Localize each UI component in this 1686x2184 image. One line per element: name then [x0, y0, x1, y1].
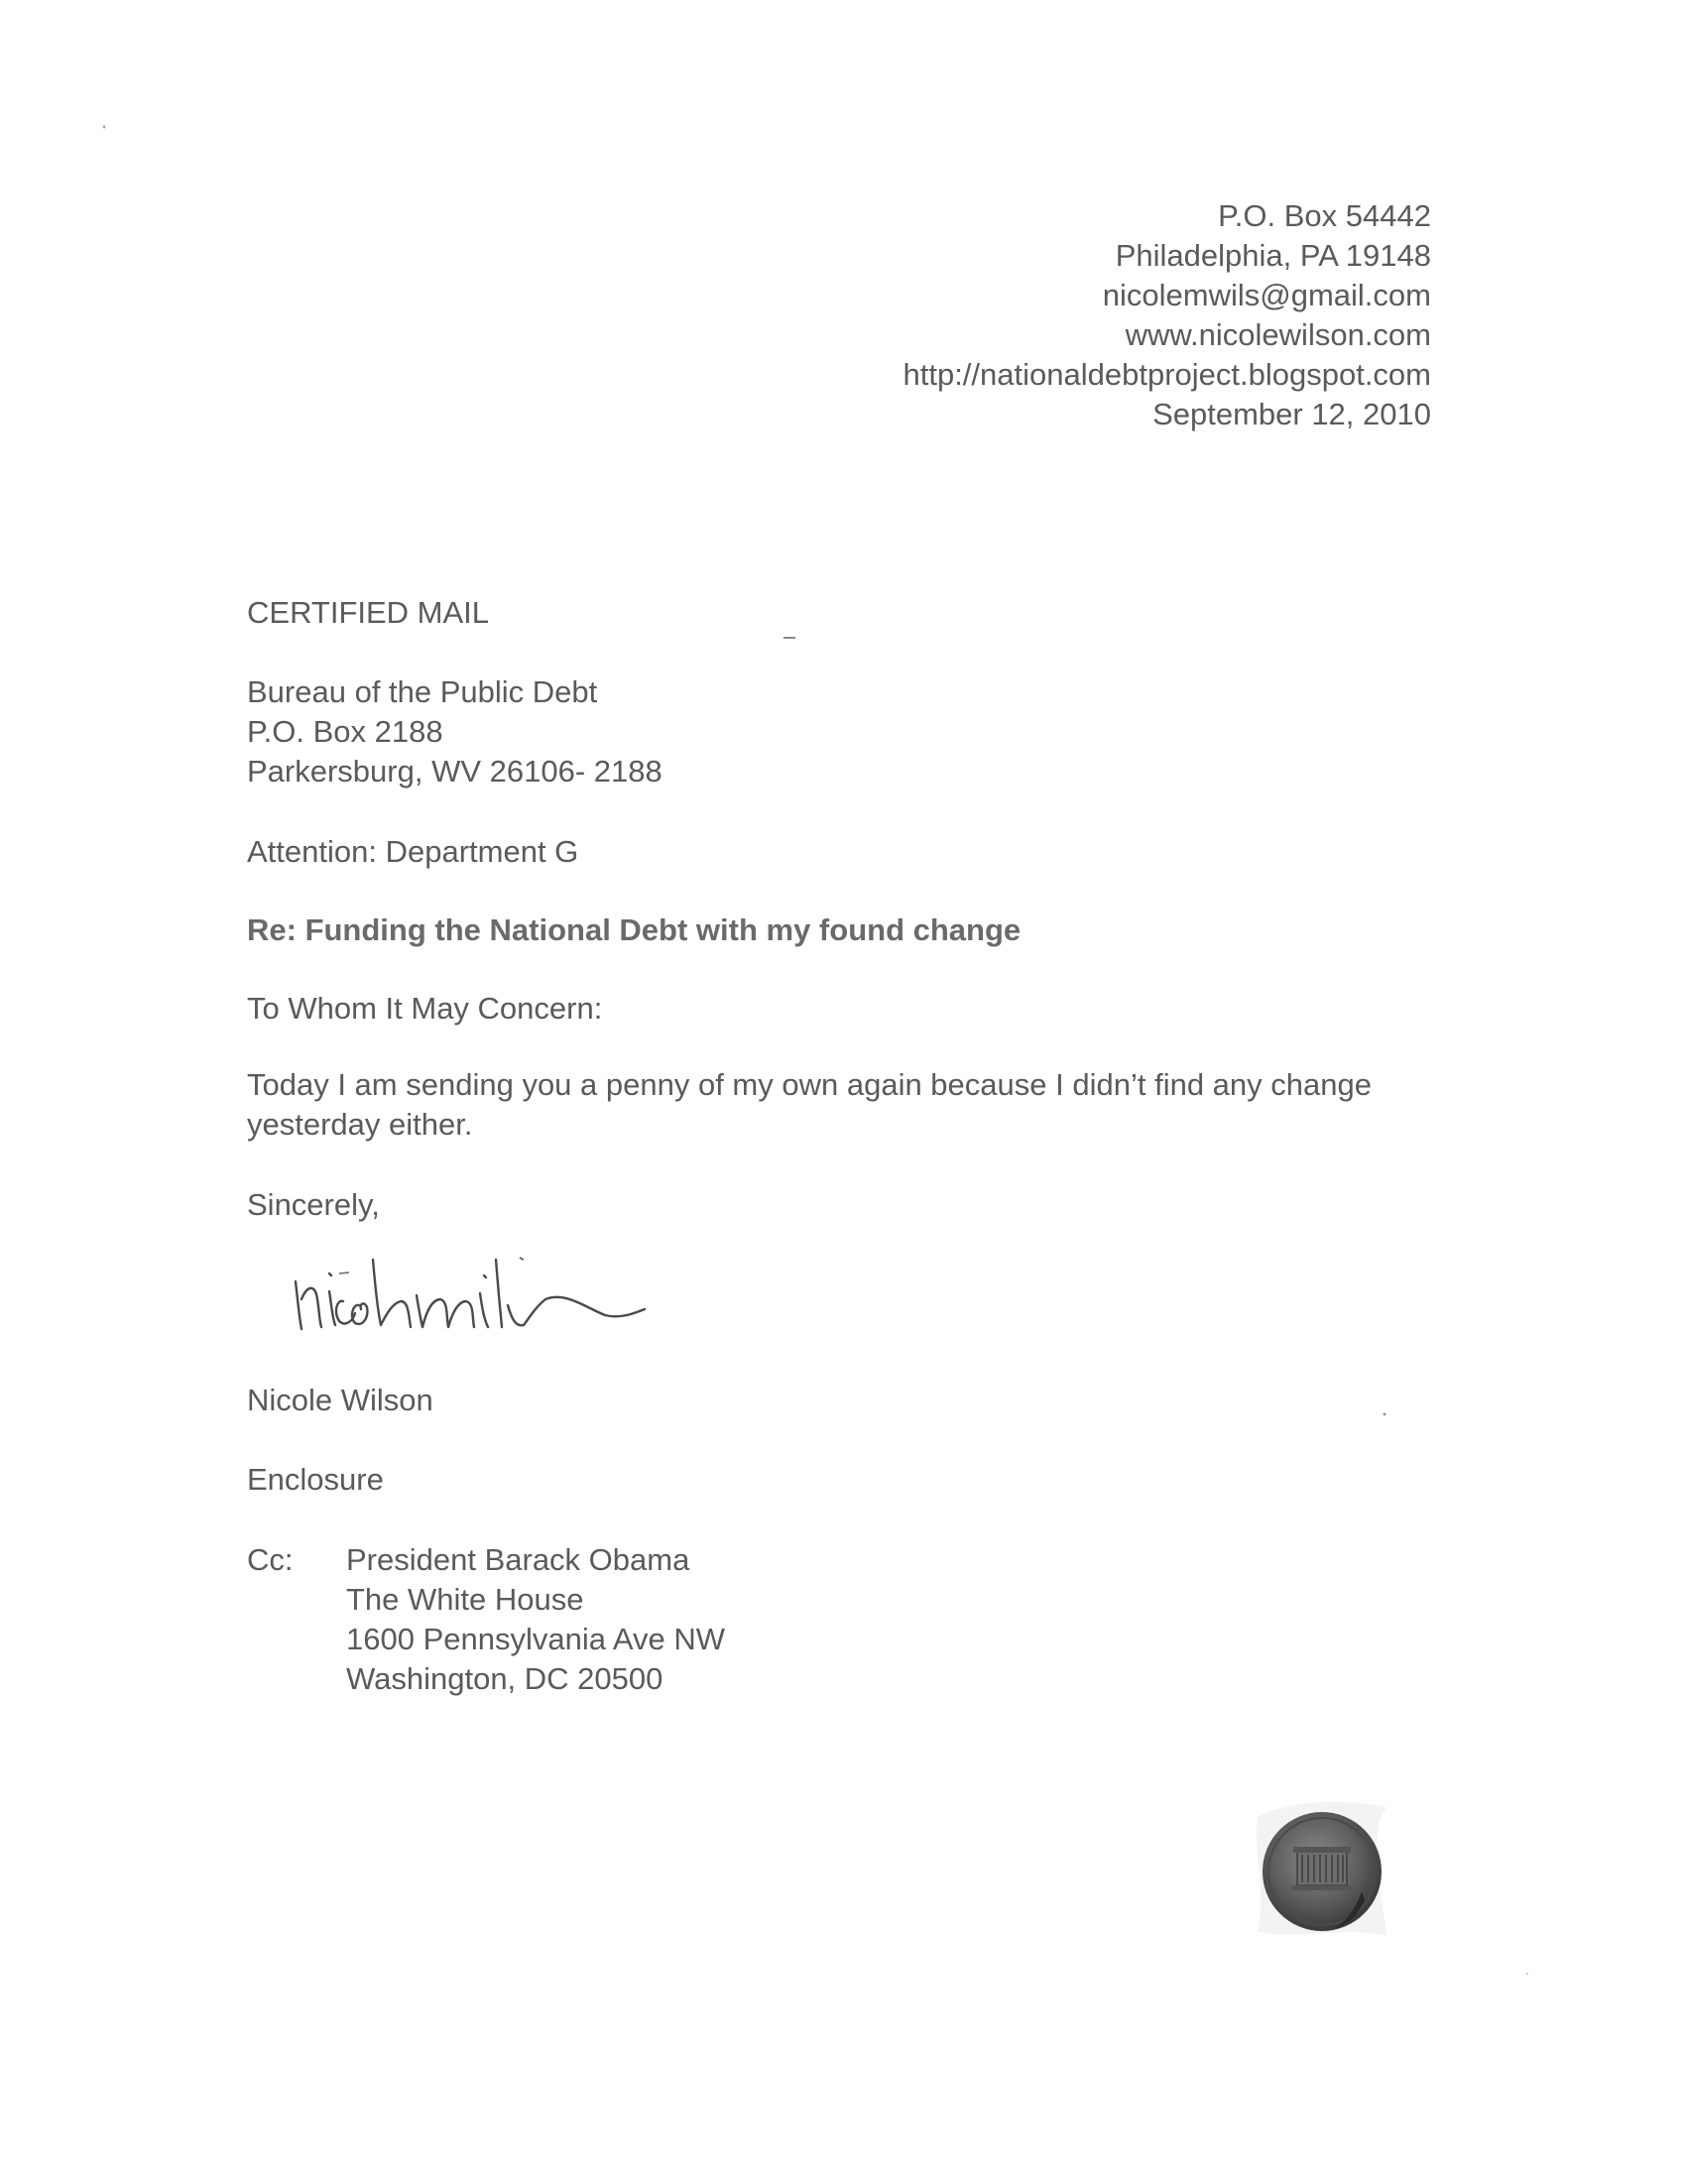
signer-name: Nicole Wilson [247, 1383, 433, 1417]
cc-line: The White House [346, 1582, 584, 1617]
cc-line: Washington, DC 20500 [346, 1661, 663, 1696]
body-paragraph: Today I am sending you a penny of my own again because I didn’t find any change yesterday either. [247, 1067, 1372, 1142]
sender-website: www.nicolewilson.com [1125, 317, 1431, 352]
cc-line: 1600 Pennsylvania Ave NW [346, 1622, 725, 1656]
cc-line: President Barack Obama [346, 1542, 690, 1577]
sender-email: nicolemwils@gmail.com [1102, 278, 1431, 312]
recipient-name: Bureau of the Public Debt [247, 674, 598, 709]
closing: Sincerely, [247, 1187, 380, 1222]
cc-address [346, 1540, 725, 1699]
sender-po-box: P.O. Box 54442 [1218, 198, 1431, 233]
salutation: To Whom It May Concern: [247, 991, 603, 1026]
attention-line: Attention: Department G [247, 834, 579, 869]
sender-city-line: Philadelphia, PA 19148 [1115, 238, 1431, 273]
recipient-po-box: P.O. Box 2188 [247, 714, 443, 749]
subject-line: Re: Funding the National Debt with my found change [247, 912, 1022, 947]
recipient-city-line: Parkersburg, WV 26106- 2188 [247, 754, 662, 789]
sender-address-block [903, 196, 1431, 434]
letter-date: September 12, 2010 [1152, 397, 1431, 431]
enclosure-label: Enclosure [247, 1462, 384, 1497]
penny-image [1248, 1797, 1396, 1946]
cc-label: Cc: [247, 1542, 294, 1577]
recipient-block [247, 672, 662, 791]
handwritten-signature [278, 1230, 744, 1349]
mail-type: CERTIFIED MAIL [247, 595, 490, 630]
sender-blog: http://nationaldebtproject.blogspot.com [903, 357, 1431, 392]
